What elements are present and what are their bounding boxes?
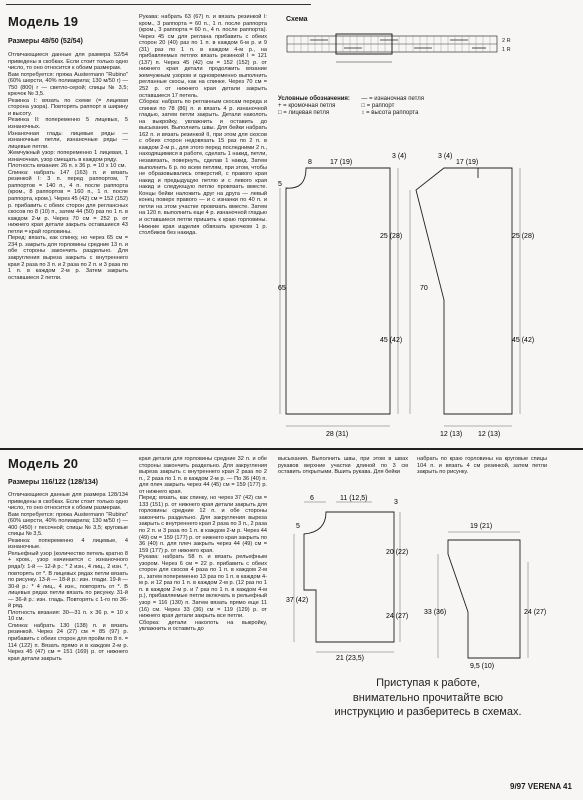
instruction-note bbox=[278, 676, 578, 720]
model19-paragraph: Сборка: набрать по регланным скосам переда и спинки по 78 (86) п. и вязать 4 р. изнаночной гладью, затем петли закрыть. Детали наколоть на выкройку, увлажнить и оставить до высыхания. Выполнить швы. Для бейки набрать 162 п. и вязать резинкой II, при этом для скосов с обеих сторон недовязать 15 раз по 2 п. в каждом 2-м р., для этого перед последними 2 п., находящимися в работе, сделать 1 накид, петли, незавязать, повернуть, сделав 1 накид. Затем выполнить 6 р. по всем петлям, при этом, чтобы не образовывались отверстий, с правого края накид и предыдущую петлю и с левого края накид и следующую петлю провязать вместе. Концы бейки наложить друг на друга — левый конец поверх правого — и с изнанки по 40 п. и петли на этом участке провязать вместе. Затем на 120 п. выполнить еще 4 р. изнаночной гладью и оставшиеся петли пришить к краю горловины. Нижние края изделия обвязать крючком 1 р. столбиков без накида. bbox=[139, 99, 267, 237]
pattern-label: 3 bbox=[394, 499, 398, 506]
model20-paragraph: Рельефный узор (количество петель кратно 8 + кром., узор начинается с изнаночного ряда!): 1-й — 12-й р.: * 2 изн., 4 лиц., 2 изн. *, повторять от *. В лицевых рядах петли вязать по рисунку. 13-й — 18-й р.: изн. глади. 19-й — 30-й р.: * 4 лиц., 4 изн., повторять от *. В лицевых рядах петли вязать по рисунку. 31-й — 36-й р.: изн. гладь. Повторять с 1-го по 36-й ряд. bbox=[8, 550, 128, 610]
model19-paragraph: Жемчужный узор: попеременно 1 лицевая, 1 изначочная, узор смещать в каждом ряду. bbox=[8, 150, 128, 163]
pattern-label: 37 (42) bbox=[286, 597, 309, 604]
note-line: Приступая к работе, bbox=[376, 677, 480, 689]
pattern-label: 28 (31) bbox=[326, 431, 349, 438]
model19-paragraph: Плотность вязания: 26 п. х 36 р. = 10 х 10 см. bbox=[8, 163, 127, 170]
pattern-label: 24 (27) bbox=[386, 613, 409, 620]
knitting-scheme bbox=[282, 14, 532, 74]
model19-paragraph: Вам потребуется: пряжа Austermann "Rubino" (60% шерсти, 40% полиакрила; 130 м/50 г) — 750 (800) г — светло-серой; спицы № 3,5; крючок № 3,5. bbox=[8, 71, 128, 98]
model20-paragraph: Спинка: набрать 130 (138) п. и вязать резинкой. Через 24 (27) см = 85 (97) р. прибавить с обеих сторон для пройм по 8 п. = 114 (122) п. Вязать прямо и в каждом 2-м р. Через 45 (47) см = 151 (169) р. от нижнего края детали закрыть bbox=[8, 622, 128, 662]
pattern-label: 3 (4) bbox=[392, 153, 407, 160]
model19-paragraph: Изнаночная гладь: лицевые ряды — изнаночные петли, изнаночные ряды — лицевые петли. bbox=[8, 130, 128, 150]
pattern-sleeve bbox=[408, 150, 538, 440]
model20-paragraph: набрать по краю горловины на круговые спицы 104 п. и вязать 4 см резинкой, затем петли закрыть по рисунку. bbox=[417, 456, 547, 476]
scheme-title: Схема bbox=[286, 16, 308, 23]
model20-paragraph: Сборка: детали наколоть на выкройку, увлажнить и оставить до bbox=[139, 619, 267, 633]
pattern-label: 45 (42) bbox=[512, 337, 535, 344]
model20-paragraph: Перед: вязать, как спинку, но через 37 (42) см = 133 (151) р. от нижнего края детали закрыть для горловины средние 12 п. и обе стороны закончить раздельно. Для закругления выреза закрыть с внутреннего края 2 раза по 3 п., 2 раза по 2 п. и 3 раза по 1 п. в каждом 2-м р. Через 44 (49) см = 159 (177) р. от нижнего края закрыть по 36 (40) п. для плеч закрыть через 44 (49) см = 159 (177) р. от нижнего края. bbox=[139, 495, 268, 554]
model19-col1 bbox=[8, 52, 128, 447]
pattern-label: 12 (13) bbox=[440, 431, 463, 438]
model19-paragraph: Перед: вязать, как спинку, но через 65 см = 234 р. закрыть для горловины средние 13 п. и обе стороны закончить раздельно. Для закругления выреза закрыть с внутреннего края 2 раза по 3 п. и 2 раза по 2 п. и 3 раза по 1 п. в каждом 2-м р. Затем закрыть оставшиеся 2 петли. bbox=[8, 235, 128, 281]
pattern-label: 45 (42) bbox=[380, 337, 403, 344]
pattern-label: 70 bbox=[420, 285, 428, 292]
legend-item: + = кромочная петля bbox=[278, 103, 336, 109]
model20-paragraph: Вам потребуется: пряжа Austermann "Rubino" (60% шерсти, 40% полиакрила; 130 м/50 г) — 400 (450) г песочной; спицы № 3,5; круговые спицы № 3,5. bbox=[8, 511, 128, 538]
pattern-label: 17 (19) bbox=[330, 159, 353, 166]
pattern-label: 17 (19) bbox=[456, 159, 479, 166]
model20-col4 bbox=[417, 456, 547, 476]
legend-item: □ = раппорт bbox=[361, 103, 395, 109]
pattern-label: 25 (28) bbox=[380, 233, 403, 240]
section-divider bbox=[0, 448, 583, 450]
model19-paragraph: Рукава: набрать 63 (67) п. и вязать резинкой I: кром., 3 раппорта = 60 п., 1 п. после раппорта (кром., 3 раппорта = 60 п., 4 п. после раппорта). Через 45 см для реглана прибавить с обеих сторон 20 (40) раз по 1 п. в каждом 6-м р. и 9 (31) раз по 1 п. в каждом 4-м р., на прибавляемых петлях вязать резинкой I = 121 (137) п. Через 45 (42) см = 152 (152) р. от нижнего края детали продолжить вязание жемчужным узором и одновременно выполнить регланные скосы, как на спинке. Через 70 см = 252 р. от нижнего края детали закрыть оставшиеся 17 петель. bbox=[139, 14, 267, 99]
model19-title: Модель 19 bbox=[8, 14, 79, 29]
pattern-label: 12 (13) bbox=[478, 431, 501, 438]
model19-paragraph: Спинка: набрать 147 (163) п. и вязать резинкой I: 3 п. перед раппортом, 7 раппортов = 140 п., 4 п. после раппорта (кром., 8 раппортов = 160 п., 1 п. после раппорта, кром.). Через 45 (42) см = 152 (152) р. прибавить с обеих сторон для реглансных скосов по 8 (10) п., затем 44 (50) раз по 1 п. в каждом 2-м р. Через 70 см = 252 р. от нижнего края детали закрыть оставшиеся 43 петли = край горловины. bbox=[8, 169, 128, 235]
model20-col2 bbox=[139, 456, 267, 790]
model20-paragraph: Отличающиеся данные для размера 128/134 приведены в скобках. Если стоит только одно число, то оно относится к обоим размерам. bbox=[8, 492, 128, 512]
pattern-body-m20 bbox=[286, 492, 414, 662]
legend-title: Условные обозначения: bbox=[278, 96, 350, 102]
model20-col3 bbox=[278, 456, 408, 476]
pattern-front-back bbox=[278, 150, 408, 440]
note-line: инструкцию и разберитесь в схемах. bbox=[334, 706, 522, 718]
pattern-label: 9,5 (10) bbox=[470, 663, 495, 670]
pattern-label: 8 bbox=[308, 159, 312, 166]
pattern-label: 33 (36) bbox=[424, 609, 447, 616]
pattern-sleeve-m20 bbox=[420, 512, 550, 670]
page-footer: 9/97 VERENA 41 bbox=[510, 782, 572, 791]
scheme-row2-label: 2 R bbox=[502, 38, 511, 44]
pattern-label: 65 bbox=[278, 285, 286, 292]
top-rule bbox=[6, 4, 311, 5]
pattern-label: 24 (27) bbox=[524, 609, 547, 616]
scheme-grid bbox=[282, 26, 532, 76]
legend-item: — = изнаночная петля bbox=[361, 96, 424, 102]
model20-paragraph: Плотность вязания: 30—31 п. х 36 р. = 10 х 10 см. bbox=[8, 609, 128, 623]
pattern-label: 5 bbox=[278, 181, 282, 188]
legend-item: □ = лицевая петля bbox=[278, 110, 330, 116]
model19-paragraph: Резинка II: попеременно 5 лицевых, 5 изнаночных. bbox=[8, 117, 128, 131]
pattern-label: 11 (12,5) bbox=[340, 495, 368, 502]
pattern-label: 19 (21) bbox=[470, 523, 493, 530]
pattern-label: 20 (22) bbox=[386, 549, 409, 556]
pattern-label: 25 (28) bbox=[512, 233, 535, 240]
model20-paragraph: Резинка: попеременно 4 лицевые, 4 изнаночные. bbox=[8, 537, 128, 551]
pattern-label: 3 (4) bbox=[438, 153, 453, 160]
model20-paragraph: края детали для горловины средние 32 п. и обе стороны закончить раздельно. Для закругления выреза закрыть с внутреннего края 2 раза по 2 п., 2 раза по 1 п. в каждом 2-м р. — По 36 (40) п. для плеч закрыть через 44 (45) см = 159 (177) р. от нижнего края. bbox=[139, 456, 267, 495]
model19-col2 bbox=[139, 14, 267, 352]
model19-paragraph: Резинка I: вязать по схеме (= лицевая сторона узора). Повторять раппорт в ширину и высоту. bbox=[8, 97, 128, 117]
model20-title: Модель 20 bbox=[8, 456, 79, 471]
pattern-label: 21 (23,5) bbox=[336, 655, 365, 662]
model20-paragraph: высыхания. Выполнить швы, при этом в швах рукавов верхние участки длиной по 3 см оставить открытыми. Вшить рукава. Для бейки bbox=[278, 456, 408, 476]
scheme-row1-label: 1 R bbox=[502, 47, 511, 53]
note-line: внимательно прочитайте всю bbox=[352, 691, 504, 704]
pattern-label: 6 bbox=[310, 495, 314, 502]
model19-paragraph: Отличающиеся данные для размера 52/54 приведены в скобках. Если стоит только одно число, то оно относится к обоим размерам. bbox=[8, 52, 128, 72]
pattern-label: 5 bbox=[296, 523, 300, 530]
legend-item: ↕ = высота раппорта bbox=[361, 110, 419, 116]
legend bbox=[278, 96, 528, 117]
model20-paragraph: Рукава: набрать 58 п. и вязать рельефным узором. Через 6 см = 22 р. прибавить с обеих сторон для скосов 4 раза по 1 п. в каждом 2-м р., затем попеременно 13 раз по 1 п. в каждом 4-м р. и 12 раз по 1 п. в каждом 2-м р. (12 раз по 1 п. в каждом 2-м р. и 7 раз по 1 п. в каждом 4-м р.), прибавляемые петли включать в рельефный узор = 116 (130) п. Затем вязать прямо еще 11 (16) см. Через 33 (36) см = 119 (129) р. от нижнего края детали закрыть все петли. bbox=[139, 554, 267, 620]
model19-sizes: Размеры 48/50 (52/54) bbox=[8, 38, 83, 45]
model20-sizes: Размеры 116/122 (128/134) bbox=[8, 479, 98, 486]
model20-col1 bbox=[8, 492, 128, 788]
